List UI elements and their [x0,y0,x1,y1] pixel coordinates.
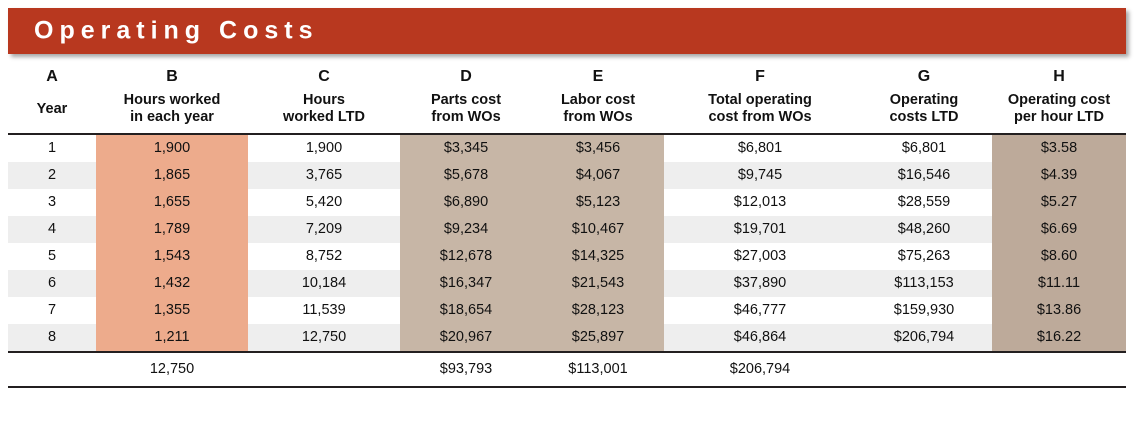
cell-labor-cost: $28,123 [532,297,664,324]
cell-total-operating-cost: $9,745 [664,162,856,189]
table-row [8,297,1126,324]
column-letter-h: H [992,62,1126,90]
cell-hours-worked: 1,355 [96,297,248,324]
total-cell-hours-ltd [248,352,400,387]
table-row [8,216,1126,243]
column-header-h-line2: per hour LTD [1014,109,1104,126]
cell-hours-ltd: 10,184 [248,270,400,297]
cell-parts-cost: $9,234 [400,216,532,243]
column-header-row [8,90,1126,134]
cell-total-operating-cost: $27,003 [664,243,856,270]
cell-hours-worked: 1,432 [96,270,248,297]
cell-cost-per-hour-ltd: $16.22 [992,324,1126,352]
cell-total-operating-cost: $6,801 [664,134,856,162]
cell-hours-worked: 1,543 [96,243,248,270]
cell-cost-per-hour-ltd: $13.86 [992,297,1126,324]
cell-parts-cost: $20,967 [400,324,532,352]
total-cell-total-operating-cost: $206,794 [664,352,856,387]
cell-parts-cost: $5,678 [400,162,532,189]
table-row [8,134,1126,162]
cell-total-operating-cost: $46,777 [664,297,856,324]
cell-labor-cost: $5,123 [532,189,664,216]
column-header-b-line1: Hours worked [123,92,221,108]
cell-operating-costs-ltd: $206,794 [856,324,992,352]
cell-hours-worked: 1,211 [96,324,248,352]
table-row [8,243,1126,270]
table-footer [8,352,1126,387]
cell-year: 2 [8,162,96,189]
column-header-b-line2: in each year [130,109,214,126]
column-header-f-line1: Total operating [708,92,812,108]
column-header-year-line2: Year [36,100,68,117]
column-header-g-line2: costs LTD [889,109,959,126]
total-cell-labor-cost: $113,001 [532,352,664,387]
cell-total-operating-cost: $12,013 [664,189,856,216]
column-letter-e: E [532,62,664,90]
column-letter-f: F [664,62,856,90]
total-cell-year [8,352,96,387]
cell-year: 6 [8,270,96,297]
cell-year: 1 [8,134,96,162]
cell-labor-cost: $25,897 [532,324,664,352]
column-header-total-operating-cost [664,90,856,134]
cell-operating-costs-ltd: $28,559 [856,189,992,216]
cell-cost-per-hour-ltd: $8.60 [992,243,1126,270]
costs-table-container [8,62,1126,388]
cell-total-operating-cost: $19,701 [664,216,856,243]
cell-hours-worked: 1,789 [96,216,248,243]
cell-labor-cost: $21,543 [532,270,664,297]
cell-operating-costs-ltd: $75,263 [856,243,992,270]
column-header-c-line2: worked LTD [283,109,365,126]
totals-row [8,352,1126,387]
column-letter-d: D [400,62,532,90]
title-bar [8,8,1126,54]
total-cell-parts-cost: $93,793 [400,352,532,387]
column-letter-a: A [8,62,96,90]
cell-cost-per-hour-ltd: $6.69 [992,216,1126,243]
cell-labor-cost: $4,067 [532,162,664,189]
column-header-hours-worked-each-year [96,90,248,134]
cell-labor-cost: $14,325 [532,243,664,270]
column-header-f-line2: cost from WOs [708,109,812,126]
cell-hours-ltd: 5,420 [248,189,400,216]
cell-operating-costs-ltd: $6,801 [856,134,992,162]
column-header-d-line2: from WOs [431,109,501,126]
cell-parts-cost: $16,347 [400,270,532,297]
column-header-operating-cost-per-hour-ltd [992,90,1126,134]
column-header-g-line1: Operating [889,92,959,108]
cell-labor-cost: $3,456 [532,134,664,162]
cell-hours-ltd: 8,752 [248,243,400,270]
column-header-c-line1: Hours [303,92,345,108]
cell-hours-worked: 1,655 [96,189,248,216]
cell-hours-ltd: 1,900 [248,134,400,162]
table-row [8,324,1126,352]
cell-parts-cost: $6,890 [400,189,532,216]
cell-year: 8 [8,324,96,352]
cell-cost-per-hour-ltd: $3.58 [992,134,1126,162]
cell-operating-costs-ltd: $16,546 [856,162,992,189]
column-header-labor-cost [532,90,664,134]
operating-costs-table [8,62,1126,388]
column-letter-row [8,62,1126,90]
total-cell-hours-worked: 12,750 [96,352,248,387]
cell-hours-ltd: 3,765 [248,162,400,189]
column-letter-g: G [856,62,992,90]
cell-year: 3 [8,189,96,216]
cell-total-operating-cost: $37,890 [664,270,856,297]
table-header [8,62,1126,134]
cell-cost-per-hour-ltd: $5.27 [992,189,1126,216]
column-header-parts-cost [400,90,532,134]
cell-hours-ltd: 7,209 [248,216,400,243]
cell-parts-cost: $3,345 [400,134,532,162]
table-row [8,162,1126,189]
cell-hours-ltd: 12,750 [248,324,400,352]
cell-parts-cost: $18,654 [400,297,532,324]
cell-operating-costs-ltd: $113,153 [856,270,992,297]
cell-total-operating-cost: $46,864 [664,324,856,352]
table-row [8,189,1126,216]
table-row [8,270,1126,297]
column-letter-b: B [96,62,248,90]
page-title: Operating Costs [34,16,319,45]
cell-year: 7 [8,297,96,324]
column-header-hours-worked-ltd [248,90,400,134]
cell-hours-worked: 1,900 [96,134,248,162]
cell-year: 4 [8,216,96,243]
cell-hours-ltd: 11,539 [248,297,400,324]
column-header-operating-costs-ltd [856,90,992,134]
table-body [8,134,1126,352]
column-header-e-line1: Labor cost [560,92,636,108]
cell-operating-costs-ltd: $159,930 [856,297,992,324]
cell-labor-cost: $10,467 [532,216,664,243]
total-cell-cost-per-hour-ltd [992,352,1126,387]
cell-operating-costs-ltd: $48,260 [856,216,992,243]
column-header-year [8,90,96,134]
column-header-d-line1: Parts cost [430,92,502,108]
cell-cost-per-hour-ltd: $4.39 [992,162,1126,189]
column-letter-c: C [248,62,400,90]
column-header-e-line2: from WOs [563,109,633,126]
column-header-h-line1: Operating cost [1007,92,1111,108]
cell-cost-per-hour-ltd: $11.11 [992,270,1126,297]
cell-hours-worked: 1,865 [96,162,248,189]
cell-year: 5 [8,243,96,270]
cell-parts-cost: $12,678 [400,243,532,270]
total-cell-operating-costs-ltd [856,352,992,387]
